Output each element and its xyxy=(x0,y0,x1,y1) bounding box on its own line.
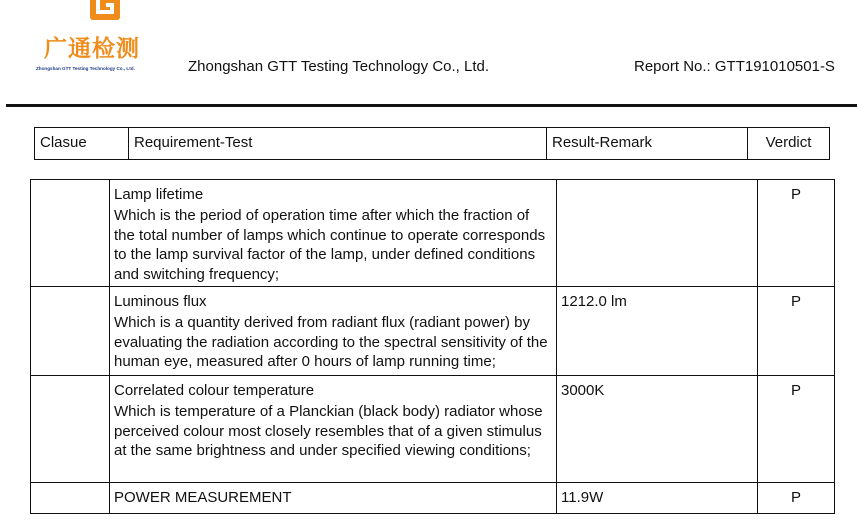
requirement-description: Which is temperature of a Planckian (black body) radiator whose perceived colour most closely resembles that of a given stimulus at the same brightness and under specified viewing conditions; xyxy=(114,403,543,459)
header-requirement: Requirement-Test xyxy=(128,128,546,159)
company-logo xyxy=(34,0,180,80)
logo-english-text: Zhongshan GTT Testing Technology Co., Ltd. xyxy=(36,66,135,71)
table-row xyxy=(31,180,835,287)
table-header xyxy=(34,127,830,160)
company-name: Zhongshan GTT Testing Technology Co., Ltd. xyxy=(188,58,490,75)
verdict-cell: P xyxy=(758,376,835,483)
requirement-title: Luminous flux xyxy=(114,293,207,310)
requirement-description: Which is the period of operation time after which the fraction of the total number of lamps which continue to operate corresponds to the lamp survival factor of the lamp, under defined conditions and switching frequency; xyxy=(114,207,546,283)
requirement-cell xyxy=(110,287,557,376)
test-results-table xyxy=(30,179,835,514)
table-row xyxy=(31,376,835,483)
requirement-cell xyxy=(110,483,557,514)
result-cell: 1212.0 lm xyxy=(557,287,758,376)
requirement-title: Correlated colour temperature xyxy=(114,382,315,399)
header-result: Result-Remark xyxy=(546,128,747,159)
table-row xyxy=(31,483,835,514)
header-verdict: Verdict xyxy=(747,128,829,159)
verdict-cell: P xyxy=(758,287,835,376)
clause-cell xyxy=(31,376,110,483)
logo-chinese-text: 广通检测 xyxy=(44,36,140,62)
header-divider xyxy=(6,104,857,107)
requirement-title: POWER MEASUREMENT xyxy=(114,489,292,506)
result-cell: 3000K xyxy=(557,376,758,483)
table-row xyxy=(31,287,835,376)
result-cell xyxy=(557,180,758,287)
verdict-cell: P xyxy=(758,483,835,514)
requirement-description: Which is a quantity derived from radiant flux (radiant power) by evaluating the radiation according to the spectral sensitivity of the human eye, measured after 0 hours of lamp running time; xyxy=(114,314,548,370)
clause-cell xyxy=(31,483,110,514)
result-cell: 11.9W xyxy=(557,483,758,514)
verdict-cell: P xyxy=(758,180,835,287)
gtt-logo-icon xyxy=(90,0,120,20)
requirement-cell xyxy=(110,376,557,483)
requirement-title: Lamp lifetime xyxy=(114,186,204,203)
report-number: Report No.: GTT191010501-S xyxy=(634,58,835,75)
clause-cell xyxy=(31,180,110,287)
header-clause: Clasue xyxy=(40,134,87,151)
requirement-cell xyxy=(110,180,557,287)
clause-cell xyxy=(31,287,110,376)
